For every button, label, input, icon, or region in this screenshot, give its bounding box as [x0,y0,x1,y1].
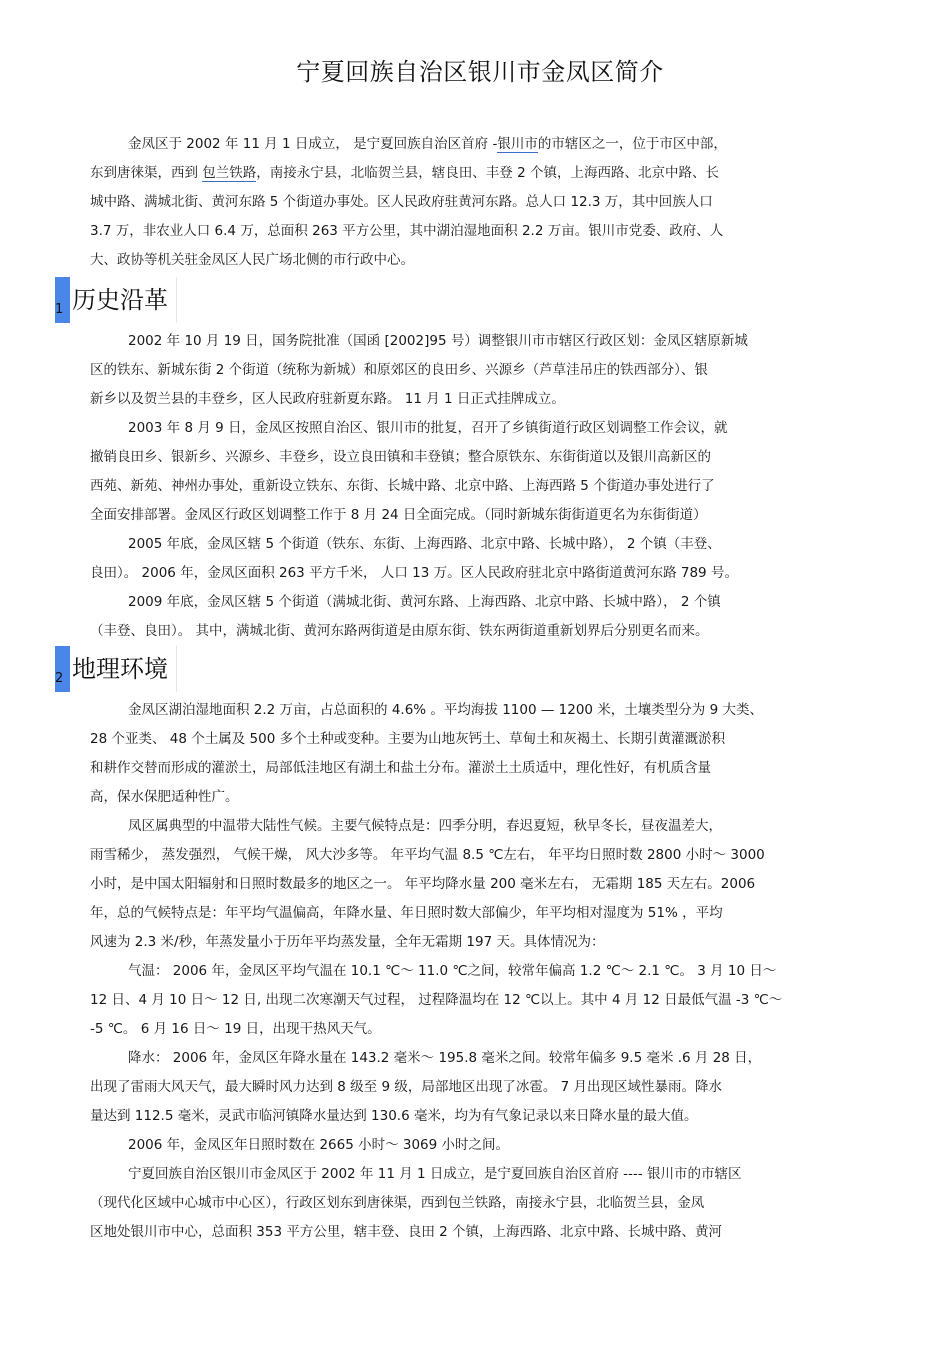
text-line: 2005 年底，金凤区辖 5 个街道（铁东、东街、上海西路、北京中路、长城中路）， 2 个镇（丰登、 [128,536,721,552]
text-line: 凤区属典型的中温带大陆性气候。主要气候特点是：四季分明，春迟夏短，秋早冬长，昼夜温差大， [128,818,722,834]
section-number: 1 [55,302,64,317]
text-line: 2002 年 10 月 19 日，国务院批准（国函 [2002]95 号）调整银川市市辖区行政区划：金凤区辖原新城 [128,333,748,349]
intro-line: 城中路、满城北街、黄河东路 5 个街道办事处。区人民政府驻黄河东路。总人口 12.3 万，其中回族人口 [90,194,713,210]
text-line: 气温： 2006 年，金凤区平均气温在 10.1 ℃～ 11.0 ℃之间，较常年偏高 1.2 ℃～ 2.1 ℃。 3 月 10 日～ [128,963,777,979]
text-line: 2009 年底，金凤区辖 5 个街道（满城北街、黄河东路、上海西路、北京中路、长城中路）， 2 个镇 [128,594,721,610]
section-marker [55,646,70,692]
section-title: 地理环境 [70,646,177,692]
geography-body [90,696,870,1247]
text-line: 撤销良田乡、银新乡、兴源乡、丰登乡，设立良田镇和丰登镇；整合原铁东、东街街道以及银川高新区的 [90,449,711,465]
section-title: 历史沿革 [70,277,177,323]
text-line: 降水： 2006 年，金凤区年降水量在 143.2 毫米～ 195.8 毫米之间。较常年偏多 9.5 毫米 .6 月 28 日， [128,1050,762,1066]
text-line: 西苑、新苑、神州办事处，重新设立铁东、东街、长城中路、北京中路、上海西路 5 个街道办事处进行了 [90,478,715,494]
section-number: 2 [55,671,64,686]
text-line: 区地处银川市中心，总面积 353 平方公里，辖丰登、良田 2 个镇，上海西路、北京中路、长城中路、黄河 [90,1224,723,1240]
section-marker [55,277,70,323]
text-line: 和耕作交替而形成的灌淤土，局部低洼地区有湖土和盐土分布。灌淤土土质适中，理化性好，有机质含量 [90,760,711,776]
history-body [90,327,870,646]
text-line: 出现了雷雨大风天气，最大瞬时风力达到 8 级至 9 级，局部地区出现了冰雹。 7 月出现区域性暴雨。降水 [90,1079,723,1095]
text-line: 28 个亚类、 48 个土属及 500 多个土种或变种。主要为山地灰钙土、草甸土和灰褐土、长期引黄灌溉淤积 [90,731,726,747]
intro-line: 3.7 万，非农业人口 6.4 万，总面积 263 平方公里，其中湖泊湿地面积 2.2 万亩。银川市党委、政府、人 [90,223,724,239]
text-line: 宁夏回族自治区银川市金凤区于 2002 年 11 月 1 日成立，是宁夏回族自治区首府 ---- 银川市的市辖区 [128,1166,742,1182]
text-line: 量达到 112.5 毫米，灵武市临河镇降水量达到 130.6 毫米，均为有气象记录以来日降水量的最大值。 [90,1108,698,1124]
text-line: 高，保水保肥适种性广。 [90,789,239,805]
text-line: -5 ℃。 6 月 16 日～ 19 日，出现干热风天气。 [90,1021,381,1037]
text-line: 小时，是中国太阳辐射和日照时数最多的地区之一。 年平均降水量 200 毫米左右， 无霜期 185 天左右。2006 [90,876,756,892]
text-line: 风速为 2.3 米/秒，年蒸发量小于历年平均蒸发量，全年无霜期 197 天。具体情况为： [90,934,605,950]
text-line: 年，总的气候特点是：年平均气温偏高，年降水量、年日照时数大部偏少，年平均相对湿度为 51% ，平均 [90,905,723,921]
text-line: 2003 年 8 月 9 日，金凤区按照自治区、银川市的批复，召开了乡镇街道行政区划调整工作会议，就 [128,420,728,436]
text-line: 全面安排部署。金凤区行政区划调整工作于 8 月 24 日全面完成。（同时新城东街街道更名为东街街道） [90,507,707,523]
document-title: 宁夏回族自治区银川市金凤区简介 [296,58,664,86]
intro-line: 金凤区于 2002 年 11 月 1 日成立， 是宁夏回族自治区首府 -银川市的市辖区之一，位于市区中部， [128,136,727,152]
text-line: （丰登、良田）。 其中，满城北街、黄河东路两街道是由原东街、铁东两街道重新划界后分别更名而来。 [90,623,709,639]
intro-paragraph [90,130,870,275]
text-line: 新乡以及贺兰县的丰登乡，区人民政府驻新夏东路。 11 月 1 日正式挂牌成立。 [90,391,565,407]
baolan-railway-link[interactable]: 包兰铁路 [202,165,257,181]
text-line: （现代化区域中心城市中心区），行政区划东到唐徕渠，西到包兰铁路，南接永宁县，北临贺兰县，金凤 [90,1195,705,1211]
section-heading-geography [55,646,177,692]
section-heading-history [55,277,177,323]
text-line: 金凤区湖泊湿地面积 2.2 万亩，占总面积的 4.6% 。平均海拔 1100 — 1200 米，土壤类型分为 9 大类、 [128,702,763,718]
intro-line: 大、政协等机关驻金凤区人民广场北侧的市行政中心。 [90,252,414,268]
text-line: 12 日、4 月 10 日～ 12 日, 出现二次寒潮天气过程， 过程降温均在 12 ℃以上。其中 4 月 12 日最低气温 -3 ℃～ [90,992,783,1008]
text-line: 雨雪稀少， 蒸发强烈， 气候干燥， 风大沙多等。 年平均气温 8.5 ℃左右， 年平均日照时数 2800 小时～ 3000 [90,847,765,863]
yinchuan-link[interactable]: 银川市 [497,136,538,152]
text-line: 良田）。 2006 年，金凤区面积 263 平方千米， 人口 13 万。区人民政府驻北京中路街道黄河东路 789 号。 [90,565,738,581]
intro-line: 东到唐徕渠，西到 包兰铁路，南接永宁县，北临贺兰县，辖良田、丰登 2 个镇，上海西路、北京中路、长 [90,165,719,181]
text-line: 区的铁东、新城东街 2 个街道（统称为新城）和原郊区的良田乡、兴源乡（芦草洼吊庄的铁西部分）、银 [90,362,708,378]
text-line: 2006 年，金凤区年日照时数在 2665 小时～ 3069 小时之间。 [128,1137,510,1153]
